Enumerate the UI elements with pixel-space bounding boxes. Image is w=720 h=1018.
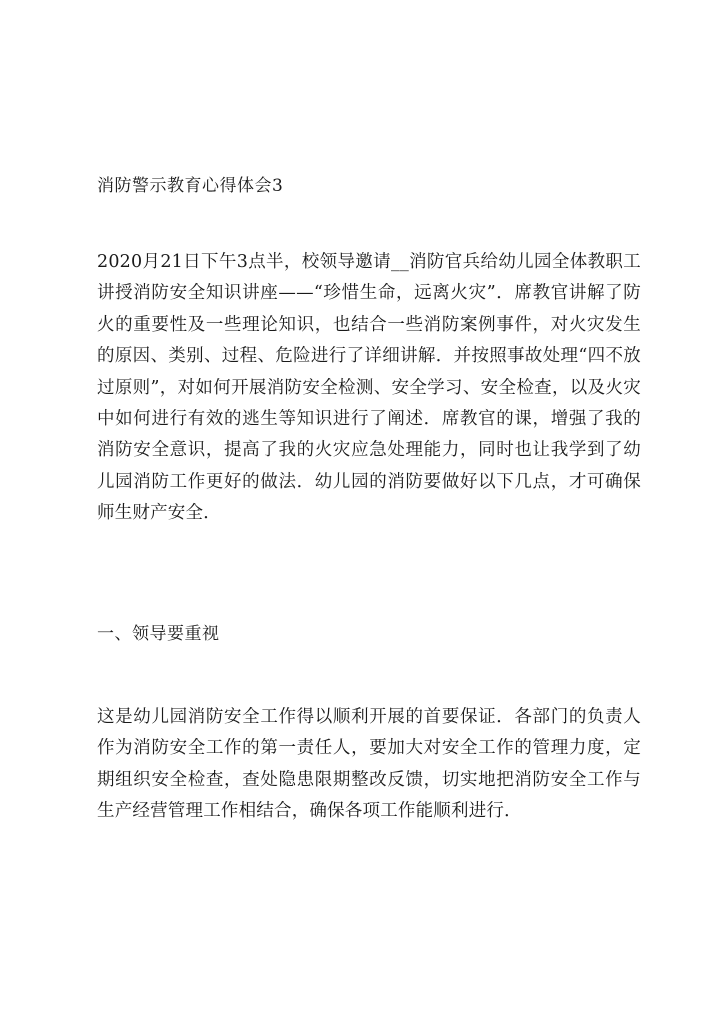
document-title: 消防警示教育心得体会3: [97, 176, 284, 196]
body-paragraph-1: 2020月21日下午3点半，校领导邀请__消防官兵给幼儿园全体教职工讲授消防安全知识讲座——“珍惜生命，远离火灾”．席教官讲解了防火的重要性及一些理论知识，也结合一些消防案例事件，对火灾发生的原因、类别、过程、危险进行了详细讲解．并按照事故处理“四不放过原则”，对如何开展消防安全检测、安全学习、安全检查，以及火灾中如何进行有效的逃生等知识进行了阐述．席教官的课，增强了我的消防安全意识，提高了我的火灾应急处理能力，同时也让我学到了幼儿园消防工作更好的做法．幼儿园的消防要做好以下几点，才可确保师生财产安全．: [97, 252, 641, 524]
body-paragraph-2: 这是幼儿园消防安全工作得以顺利开展的首要保证．各部门的负责人作为消防安全工作的第一责任人，要加大对安全工作的管理力度，定期组织安全检查，查处隐患限期整改反馈，切实地把消防安全工作与生产经营管理工作相结合，确保各项工作能顺利进行．: [97, 707, 641, 822]
section-heading: 一、领导要重视: [97, 624, 220, 644]
